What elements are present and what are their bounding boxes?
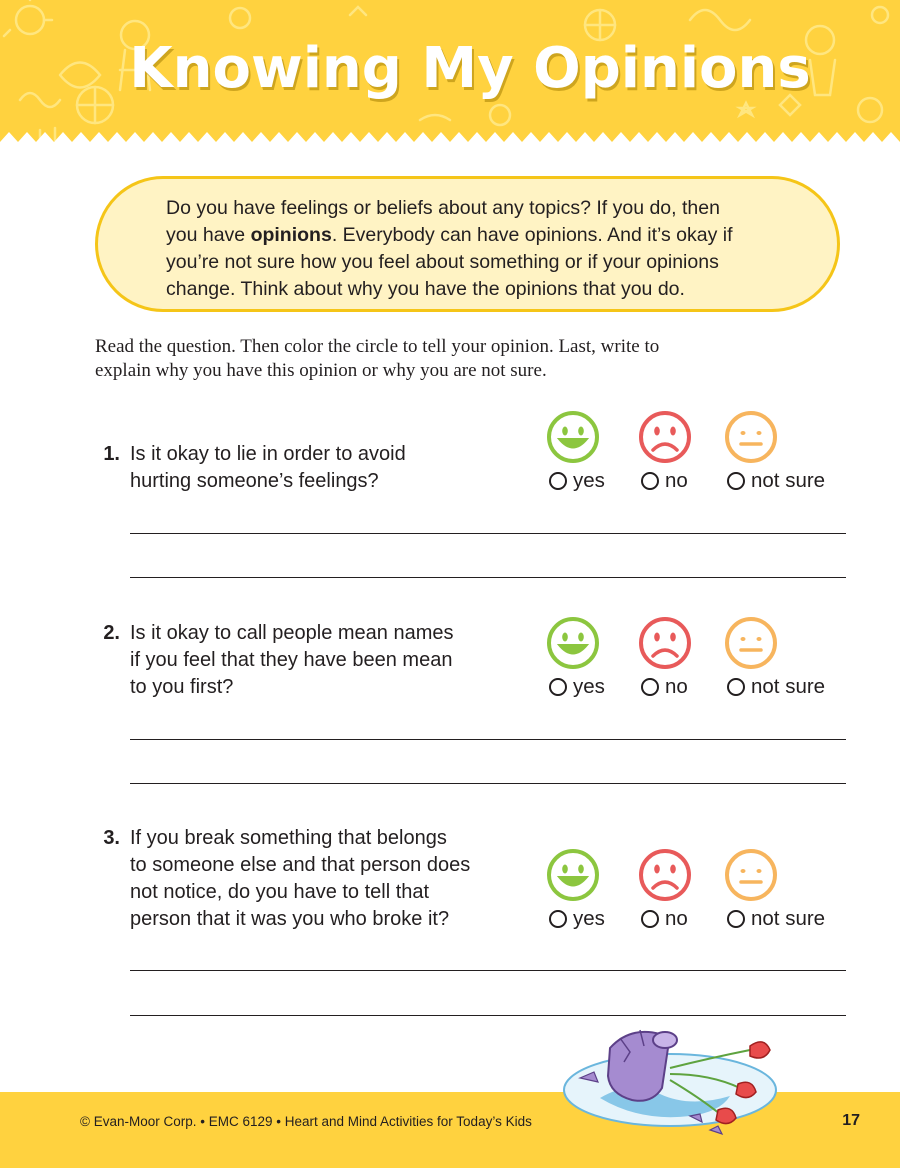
option-yes-q3[interactable] xyxy=(549,906,605,932)
intro-line xyxy=(166,222,797,249)
question-1-text xyxy=(130,441,520,495)
neutral-face-icon xyxy=(724,848,778,902)
question-line: to you first? xyxy=(130,676,234,698)
option-label: no xyxy=(665,675,688,698)
question-2-text xyxy=(130,620,520,701)
happy-face-icon xyxy=(546,410,600,464)
radio-circle[interactable] xyxy=(727,910,745,928)
page-number: 17 xyxy=(842,1112,860,1129)
radio-circle[interactable] xyxy=(727,678,745,696)
instructions-line: explain why you have this opinion or why you are not sure. xyxy=(95,360,547,381)
radio-circle[interactable] xyxy=(549,678,567,696)
radio-circle[interactable] xyxy=(641,472,659,490)
broken-vase-illustration xyxy=(560,1018,800,1138)
question-line: person that it was you who broke it? xyxy=(130,908,450,930)
option-yes-q2[interactable] xyxy=(549,674,605,700)
option-not-sure-q1[interactable] xyxy=(727,468,825,494)
answer-line[interactable] xyxy=(130,739,846,740)
option-no-q2[interactable] xyxy=(641,674,688,700)
option-label: yes xyxy=(573,469,605,492)
option-no-q1[interactable] xyxy=(641,468,688,494)
question-3-number: 3. xyxy=(103,827,120,849)
intro-keyword: opinions xyxy=(250,224,332,246)
question-line: hurting someone’s feelings? xyxy=(130,470,379,492)
happy-face-icon xyxy=(546,616,600,670)
footer-credit: © Evan-Moor Corp. • EMC 6129 • Heart and Mind Activities for Today’s Kids xyxy=(80,1114,532,1129)
sad-face-icon xyxy=(638,410,692,464)
neutral-face-icon xyxy=(724,410,778,464)
option-not-sure-q3[interactable] xyxy=(727,906,825,932)
answer-line[interactable] xyxy=(130,970,846,971)
option-label: yes xyxy=(573,907,605,930)
header-banner xyxy=(0,0,900,150)
sad-face-icon xyxy=(638,616,692,670)
page-title: Knowing My Opinions xyxy=(129,36,811,101)
intro-box xyxy=(95,176,840,312)
intro-text: you have xyxy=(166,224,251,246)
intro-line: change. Think about why you have the opinions that you do. xyxy=(166,278,685,300)
intro-text: . Everybody can have opinions. And it’s okay if xyxy=(331,224,733,246)
happy-face-icon xyxy=(546,848,600,902)
question-1-number: 1. xyxy=(103,443,120,465)
question-3-text xyxy=(130,825,520,933)
option-label: not sure xyxy=(751,469,826,492)
answer-line[interactable] xyxy=(130,783,846,784)
question-line: not notice, do you have to tell that xyxy=(130,881,430,903)
radio-circle[interactable] xyxy=(641,678,659,696)
option-label: no xyxy=(665,907,688,930)
radio-circle[interactable] xyxy=(727,472,745,490)
question-line: Is it okay to lie in order to avoid xyxy=(130,443,406,465)
option-not-sure-q2[interactable] xyxy=(727,674,825,700)
option-yes-q1[interactable] xyxy=(549,468,605,494)
question-line: to someone else and that person does xyxy=(130,854,471,876)
option-label: not sure xyxy=(751,675,826,698)
radio-circle[interactable] xyxy=(549,472,567,490)
neutral-face-icon xyxy=(724,616,778,670)
option-label: no xyxy=(665,469,688,492)
intro-line: Do you have feelings or beliefs about any topics? If you do, then xyxy=(166,197,720,219)
question-line: Is it okay to call people mean names xyxy=(130,622,454,644)
radio-circle[interactable] xyxy=(549,910,567,928)
instructions-line: Read the question. Then color the circle to tell your opinion. Last, write to xyxy=(95,336,660,357)
question-line: if you feel that they have been mean xyxy=(130,649,453,671)
option-label: yes xyxy=(573,675,605,698)
answer-line[interactable] xyxy=(130,577,846,578)
sad-face-icon xyxy=(638,848,692,902)
answer-line[interactable] xyxy=(130,533,846,534)
intro-line: you’re not sure how you feel about something or if your opinions xyxy=(166,251,719,273)
option-label: not sure xyxy=(751,907,826,930)
answer-line[interactable] xyxy=(130,1015,846,1016)
option-no-q3[interactable] xyxy=(641,906,688,932)
question-line: If you break something that belongs xyxy=(130,827,447,849)
radio-circle[interactable] xyxy=(641,910,659,928)
instructions xyxy=(95,335,795,383)
zigzag-border-decoration xyxy=(0,128,900,150)
question-2-number: 2. xyxy=(103,622,120,644)
